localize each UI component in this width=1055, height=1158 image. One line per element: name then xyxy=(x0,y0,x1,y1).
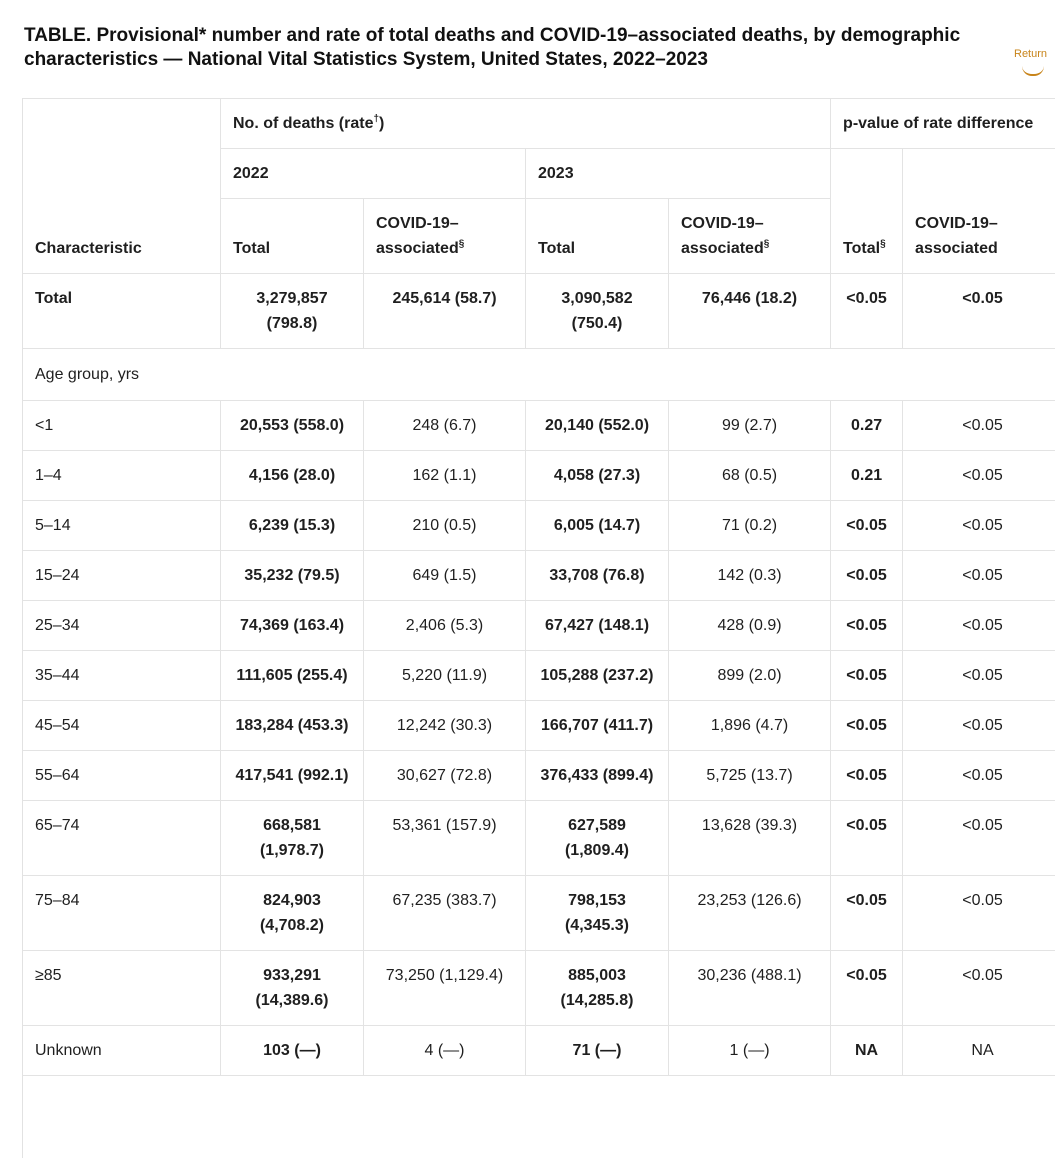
header-deaths-sup: † xyxy=(373,114,379,125)
p-total-cell: <0.05 xyxy=(831,551,903,601)
total-row-covid-2022: 245,614 (58.7) xyxy=(364,274,526,349)
p-covid-cell: <0.05 xyxy=(903,701,1055,751)
table-row xyxy=(23,501,1055,551)
covid-2023-cell: 13,628 (39.3) xyxy=(669,801,831,876)
total-2022-cell: 417,541 (992.1) xyxy=(221,751,364,801)
total-row-total-2023: 3,090,582 (750.4) xyxy=(526,274,669,349)
covid-2023-cell: 5,725 (13.7) xyxy=(669,751,831,801)
p-covid-cell: <0.05 xyxy=(903,651,1055,701)
age-label-cell: 15–24 xyxy=(23,551,221,601)
total-row-covid-2023: 76,446 (18.2) xyxy=(669,274,831,349)
covid-2022-cell: 73,250 (1,129.4) xyxy=(364,951,526,1026)
covid-2022-cell: 210 (0.5) xyxy=(364,501,526,551)
p-covid-cell: NA xyxy=(903,1026,1055,1076)
total-2023-cell: 6,005 (14.7) xyxy=(526,501,669,551)
total-2022-cell: 933,291 (14,389.6) xyxy=(221,951,364,1026)
header-row-1 xyxy=(23,99,1055,149)
age-group-label: Age group, yrs xyxy=(23,349,1055,401)
p-covid-cell: <0.05 xyxy=(903,501,1055,551)
covid-2023-cell: 30,236 (488.1) xyxy=(669,951,831,1026)
covid-2023-cell: 1 (—) xyxy=(669,1026,831,1076)
left-divider xyxy=(22,98,23,1158)
covid-2023-cell: 71 (0.2) xyxy=(669,501,831,551)
age-label-cell: 5–14 xyxy=(23,501,221,551)
total-2022-cell: 20,553 (558.0) xyxy=(221,401,364,451)
header-characteristic: Characteristic xyxy=(23,99,221,274)
p-total-cell: <0.05 xyxy=(831,601,903,651)
covid-2022-cell: 248 (6.7) xyxy=(364,401,526,451)
covid-2022-cell: 2,406 (5.3) xyxy=(364,601,526,651)
header-deaths-close: ) xyxy=(379,115,384,132)
header-covid-2023 xyxy=(669,199,831,274)
total-2022-cell: 103 (—) xyxy=(221,1026,364,1076)
covid-2022-cell: 4 (—) xyxy=(364,1026,526,1076)
total-2023-cell: 105,288 (237.2) xyxy=(526,651,669,701)
covid-2022-cell: 649 (1.5) xyxy=(364,551,526,601)
header-covid-2023-sup: § xyxy=(764,239,770,250)
p-total-cell: <0.05 xyxy=(831,751,903,801)
total-2023-cell: 67,427 (148.1) xyxy=(526,601,669,651)
header-year-2022: 2022 xyxy=(221,149,526,199)
total-2022-cell: 4,156 (28.0) xyxy=(221,451,364,501)
covid-2022-cell: 67,235 (383.7) xyxy=(364,876,526,951)
table-row xyxy=(23,451,1055,501)
covid-2023-cell: 23,253 (126.6) xyxy=(669,876,831,951)
total-2022-cell: 74,369 (163.4) xyxy=(221,601,364,651)
header-deaths xyxy=(221,99,831,149)
total-2022-cell: 824,903 (4,708.2) xyxy=(221,876,364,951)
header-p-total-sup: § xyxy=(880,239,886,250)
total-2023-cell: 71 (—) xyxy=(526,1026,669,1076)
covid-2023-cell: 899 (2.0) xyxy=(669,651,831,701)
header-covid-2022 xyxy=(364,199,526,274)
p-covid-cell: <0.05 xyxy=(903,601,1055,651)
covid-2022-cell: 53,361 (157.9) xyxy=(364,801,526,876)
total-2022-cell: 111,605 (255.4) xyxy=(221,651,364,701)
table-row xyxy=(23,801,1055,876)
total-2023-cell: 33,708 (76.8) xyxy=(526,551,669,601)
age-label-cell: 75–84 xyxy=(23,876,221,951)
table-row xyxy=(23,401,1055,451)
p-total-cell: <0.05 xyxy=(831,651,903,701)
covid-2022-cell: 162 (1.1) xyxy=(364,451,526,501)
total-2023-cell: 4,058 (27.3) xyxy=(526,451,669,501)
p-total-cell: <0.05 xyxy=(831,876,903,951)
p-total-cell: <0.05 xyxy=(831,801,903,876)
p-covid-cell: <0.05 xyxy=(903,451,1055,501)
table-row xyxy=(23,751,1055,801)
covid-2023-cell: 1,896 (4.7) xyxy=(669,701,831,751)
total-2023-cell: 885,003 (14,285.8) xyxy=(526,951,669,1026)
covid-2023-cell: 142 (0.3) xyxy=(669,551,831,601)
total-2023-cell: 376,433 (899.4) xyxy=(526,751,669,801)
p-total-cell: NA xyxy=(831,1026,903,1076)
total-2022-cell: 6,239 (15.3) xyxy=(221,501,364,551)
covid-2022-cell: 12,242 (30.3) xyxy=(364,701,526,751)
p-total-cell: <0.05 xyxy=(831,951,903,1026)
header-p-total xyxy=(831,149,903,274)
table-row xyxy=(23,551,1055,601)
header-year-2023: 2023 xyxy=(526,149,831,199)
covid-2023-cell: 68 (0.5) xyxy=(669,451,831,501)
table-row xyxy=(23,651,1055,701)
total-2022-cell: 668,581 (1,978.7) xyxy=(221,801,364,876)
header-covid-2022-text: COVID-19–associated xyxy=(376,215,459,257)
total-row-label: Total xyxy=(23,274,221,349)
header-covid-2022-sup: § xyxy=(459,239,465,250)
p-total-cell: <0.05 xyxy=(831,501,903,551)
age-label-cell: 25–34 xyxy=(23,601,221,651)
header-total-2022: Total xyxy=(221,199,364,274)
p-covid-cell: <0.05 xyxy=(903,751,1055,801)
age-label-cell: 45–54 xyxy=(23,701,221,751)
age-label-cell: 55–64 xyxy=(23,751,221,801)
total-2023-cell: 166,707 (411.7) xyxy=(526,701,669,751)
p-covid-cell: <0.05 xyxy=(903,551,1055,601)
total-row-p-covid: <0.05 xyxy=(903,274,1055,349)
p-covid-cell: <0.05 xyxy=(903,801,1055,876)
total-2023-cell: 627,589 (1,809.4) xyxy=(526,801,669,876)
total-2023-cell: 798,153 (4,345.3) xyxy=(526,876,669,951)
header-covid-2023-text: COVID-19–associated xyxy=(681,215,764,257)
table-row xyxy=(23,701,1055,751)
covid-2023-cell: 99 (2.7) xyxy=(669,401,831,451)
p-covid-cell: <0.05 xyxy=(903,876,1055,951)
header-pvalue: p-value of rate difference xyxy=(831,99,1055,149)
age-label-cell: 1–4 xyxy=(23,451,221,501)
total-2023-cell: 20,140 (552.0) xyxy=(526,401,669,451)
p-covid-cell: <0.05 xyxy=(903,401,1055,451)
deaths-table xyxy=(22,98,1055,1076)
return-arrow-icon[interactable] xyxy=(1022,66,1044,76)
header-deaths-text: No. of deaths (rate xyxy=(233,115,373,132)
total-row-p-total: <0.05 xyxy=(831,274,903,349)
header-total-2023: Total xyxy=(526,199,669,274)
age-label-cell: ≥85 xyxy=(23,951,221,1026)
total-row-total-2022: 3,279,857 (798.8) xyxy=(221,274,364,349)
total-row xyxy=(23,274,1055,349)
return-link[interactable]: Return xyxy=(1014,48,1055,60)
covid-2022-cell: 5,220 (11.9) xyxy=(364,651,526,701)
table-row xyxy=(23,601,1055,651)
p-total-cell: 0.21 xyxy=(831,451,903,501)
age-group-header-row xyxy=(23,349,1055,401)
age-label-cell: <1 xyxy=(23,401,221,451)
p-covid-cell: <0.05 xyxy=(903,951,1055,1026)
table-row xyxy=(23,1026,1055,1076)
table-row xyxy=(23,951,1055,1026)
age-label-cell: 65–74 xyxy=(23,801,221,876)
header-p-total-text: Total xyxy=(843,240,880,257)
header-p-covid: COVID-19–associated xyxy=(903,149,1055,274)
table-row xyxy=(23,876,1055,951)
covid-2023-cell: 428 (0.9) xyxy=(669,601,831,651)
age-label-cell: Unknown xyxy=(23,1026,221,1076)
covid-2022-cell: 30,627 (72.8) xyxy=(364,751,526,801)
table-title: TABLE. Provisional* number and rate of total deaths and COVID-19–associated deaths, by demographic characteristics — National Vital Statistics System, United States, 2022–2023 xyxy=(24,24,994,72)
p-total-cell: <0.05 xyxy=(831,701,903,751)
p-total-cell: 0.27 xyxy=(831,401,903,451)
total-2022-cell: 183,284 (453.3) xyxy=(221,701,364,751)
total-2022-cell: 35,232 (79.5) xyxy=(221,551,364,601)
age-label-cell: 35–44 xyxy=(23,651,221,701)
